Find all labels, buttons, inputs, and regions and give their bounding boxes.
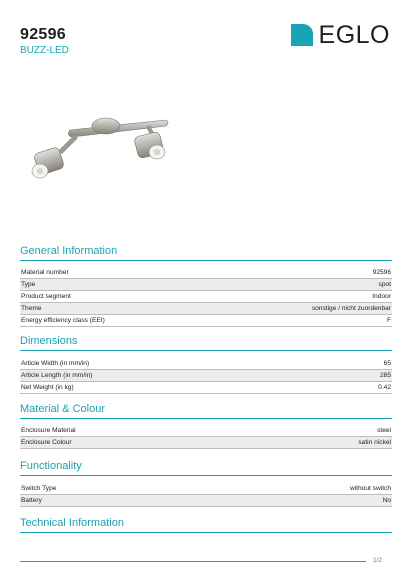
section-title-technical: Technical Information xyxy=(20,517,124,529)
row-value: sonstige / nicht zuordenbar xyxy=(311,305,391,312)
table-row xyxy=(20,382,392,394)
table-row xyxy=(20,437,392,449)
table-row xyxy=(20,303,392,315)
logo-text: EGLO xyxy=(318,21,390,49)
row-label: Article Length (in mm/in) xyxy=(21,372,93,379)
footer-rule xyxy=(20,561,366,562)
section-rule xyxy=(20,260,392,261)
row-label: Energy efficiency class (EEI) xyxy=(21,317,105,324)
section-rule xyxy=(20,532,392,533)
section-title-dimensions: Dimensions xyxy=(20,335,78,347)
row-value: 92596 xyxy=(372,269,391,276)
section-title-general: General Information xyxy=(20,245,118,257)
row-value: 65 xyxy=(383,360,391,367)
product-image xyxy=(18,108,178,198)
product-name: BUZZ-LED xyxy=(20,45,69,56)
general-table xyxy=(20,267,392,327)
brand-logo xyxy=(291,21,390,49)
row-value: No xyxy=(382,497,391,504)
section-rule xyxy=(20,475,392,476)
eglo-logo-icon xyxy=(291,24,313,46)
row-value: Indoor xyxy=(372,293,391,300)
table-row xyxy=(20,358,392,370)
row-label: Battery xyxy=(21,497,42,504)
article-number: 92596 xyxy=(20,26,66,43)
table-row xyxy=(20,425,392,437)
row-value: satin nickel xyxy=(358,439,391,446)
row-value: 285 xyxy=(379,372,391,379)
row-label: Product segment xyxy=(21,293,71,300)
row-label: Type xyxy=(21,281,36,288)
table-row xyxy=(20,267,392,279)
section-rule xyxy=(20,350,392,351)
row-value: spot xyxy=(378,281,391,288)
material-table xyxy=(20,425,392,449)
row-label: Net Weight (in kg) xyxy=(21,384,74,391)
table-row xyxy=(20,315,392,327)
row-label: Theme xyxy=(21,305,42,312)
table-row xyxy=(20,370,392,382)
section-title-functionality: Functionality xyxy=(20,460,82,472)
table-row xyxy=(20,483,392,495)
row-label: Material number xyxy=(21,269,69,276)
row-value: without switch xyxy=(349,485,391,492)
table-row xyxy=(20,279,392,291)
row-label: Enclosure Colour xyxy=(21,439,72,446)
row-label: Switch Type xyxy=(21,485,57,492)
table-row xyxy=(20,291,392,303)
dimensions-table xyxy=(20,358,392,394)
section-title-material: Material & Colour xyxy=(20,403,105,415)
row-value: 0.42 xyxy=(378,384,391,391)
row-value: F xyxy=(386,317,391,324)
page-number: 1/2 xyxy=(373,557,383,564)
section-rule xyxy=(20,418,392,419)
functionality-table xyxy=(20,483,392,507)
table-row xyxy=(20,495,392,507)
row-value: steel xyxy=(377,427,391,434)
row-label: Enclosure Material xyxy=(21,427,76,434)
row-label: Article Width (in mm/in) xyxy=(21,360,90,367)
